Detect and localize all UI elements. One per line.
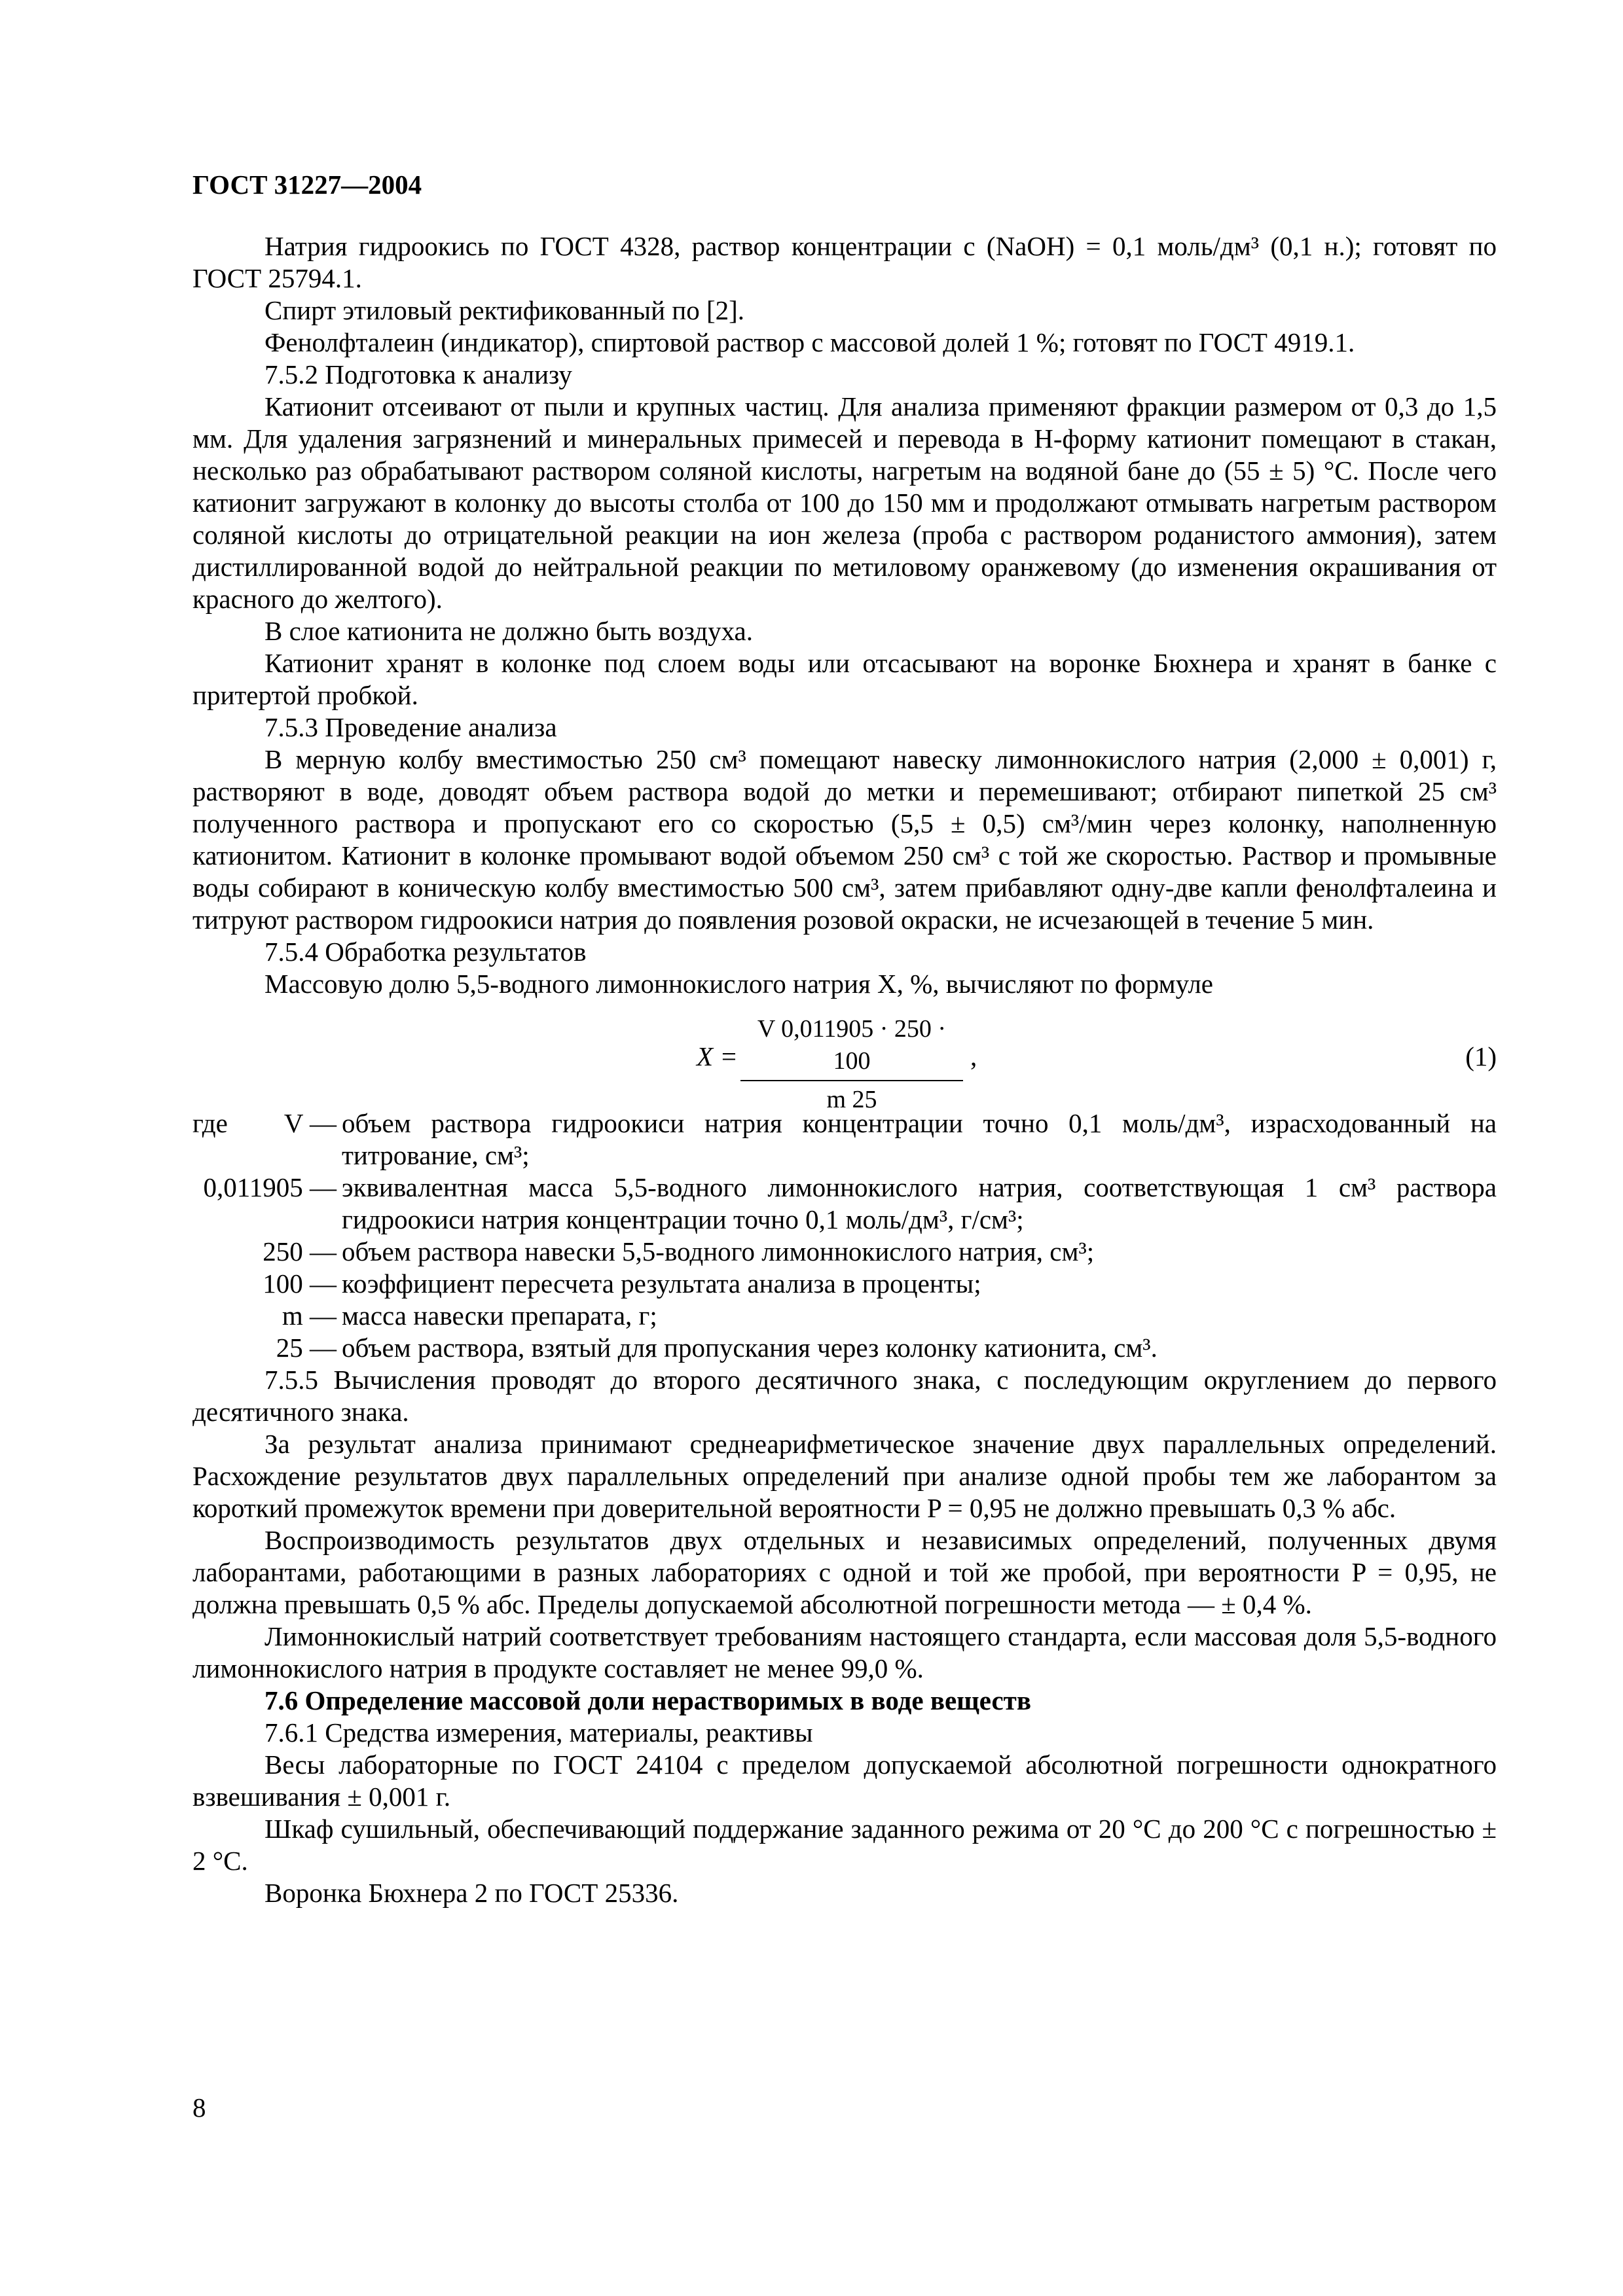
where-text: объем раствора, взятый для пропускания через колонку катионита, см³. bbox=[342, 1333, 1158, 1363]
formula-fraction bbox=[740, 1013, 963, 1116]
where-symbol: 25 — bbox=[276, 1333, 337, 1363]
paragraph-scales: Весы лабораторные по ГОСТ 24104 с пределом допускаемой абсолютной погрешности однократного взвешивания ± 0,001 г. bbox=[192, 1749, 1497, 1812]
document-header: ГОСТ 31227—2004 bbox=[192, 170, 422, 200]
paragraph-procedure: В мерную колбу вместимостью 250 см³ помещают навеску лимоннокислого натрия (2,000 ± 0,001) г, растворяют в воде, доводят объем раствора водой до метки и перемешивают; отбирают пипеткой 25 см³ полученного раствора и пропускают его со скоростью (5,5 ± 0,5) см³/мин через колонку, наполненную катионитом. Катионит в колонке промывают водой объемом 250 см³ с той же скоростью. Раствор и промывные воды собирают в коническую колбу вместимостью 500 см³, затем прибавляют одну-две капли фенолфталеина и титруют раствором гидроокиси натрия до появления розовой окраски, не исчезающей в течение 5 мин. bbox=[192, 744, 1497, 935]
paragraph-storage: Катионит хранят в колонке под слоем воды или отсасывают на воронке Бюхнера и хранят в банке с притертой пробкой. bbox=[192, 648, 1497, 710]
where-text: эквивалентная масса 5,5-водного лимоннокислого натрия, соответствующая 1 см³ раствора гидроокиси натрия концентрации точно 0,1 моль/дм³, г/см³; bbox=[342, 1172, 1497, 1234]
paragraph-buchner: Воронка Бюхнера 2 по ГОСТ 25336. bbox=[264, 1878, 679, 1908]
where-item bbox=[192, 1268, 1497, 1300]
section-heading-7-6-1: 7.6.1 Средства измерения, материалы, реактивы bbox=[264, 1717, 813, 1748]
formula-lhs: X = bbox=[697, 1041, 738, 1071]
paragraph-no-air: В слое катионита не должно быть воздуха. bbox=[264, 616, 754, 646]
paragraph-compliance: Лимоннокислый натрий соответствует требованиям настоящего стандарта, если массовая доля 5,5-водного лимоннокислого натрия в продукте составляет не менее 99,0 %. bbox=[192, 1621, 1497, 1683]
where-text: масса навески препарата, г; bbox=[342, 1300, 657, 1331]
formula-denominator: m 25 bbox=[826, 1086, 877, 1113]
paragraph-oven: Шкаф сушильный, обеспечивающий поддержание заданного режима от 20 °С до 200 °С с погрешностью ± 2 °С. bbox=[192, 1814, 1497, 1876]
where-symbol: V — bbox=[283, 1108, 337, 1138]
where-item bbox=[192, 1236, 1497, 1268]
document-body bbox=[192, 230, 1497, 1909]
where-text: коэффициент пересчета результата анализа в проценты; bbox=[342, 1268, 981, 1299]
where-text: объем раствора гидроокиси натрия концентрации точно 0,1 моль/дм³, израсходованный на титрование, см³; bbox=[342, 1108, 1497, 1170]
formula-number: (1) bbox=[1465, 1041, 1497, 1071]
paragraph-cationite-prep: Катионит отсеивают от пыли и крупных частиц. Для анализа применяют фракции размером от 0,3 до 1,5 мм. Для удаления загрязнений и минеральных примесей и перевода в H-форму катионит помещают в стакан, несколько раз обрабатывают раствором соляной кислоты, нагретым на водяной бане до (55 ± 5) °С. После чего катионит загружают в колонку до высоты столба от 100 до 150 мм и продолжают отмывать нагретым раствором соляной кислоты до отрицательной реакции на ион железа (проба с раствором роданистого аммония), затем дистиллированной водой до нейтральной реакции по метиловому оранжевому (до изменения окрашивания от красного до желтого). bbox=[192, 391, 1497, 614]
formula-comma: , bbox=[970, 1041, 977, 1071]
where-symbol: 100 — bbox=[263, 1268, 337, 1299]
where-label: где bbox=[192, 1108, 228, 1138]
page-number: 8 bbox=[192, 2092, 206, 2123]
where-symbol: m — bbox=[282, 1300, 337, 1331]
formula-block bbox=[192, 1013, 1497, 1113]
where-item bbox=[192, 1172, 1497, 1236]
section-heading-7-5-4: 7.5.4 Обработка результатов bbox=[264, 937, 587, 967]
section-heading-7-6: 7.6 Определение массовой доли нерастворимых в воде веществ bbox=[264, 1685, 1031, 1715]
paragraph-result: За результат анализа принимают среднеарифметическое значение двух параллельных определений. Расхождение результатов двух параллельных определений при анализе одной пробы тем же лаборантом за короткий промежуток времени при доверительной вероятности P = 0,95 не должно превышать 0,3 % абс. bbox=[192, 1429, 1497, 1523]
formula-numerator: V 0,011905 · 250 · 100 bbox=[757, 1015, 947, 1075]
where-symbol: 250 — bbox=[263, 1236, 337, 1266]
paragraph-ethanol: Спирт этиловый ректификованный по [2]. bbox=[264, 295, 745, 325]
paragraph-reproducibility: Воспроизводимость результатов двух отдельных и независимых определений, полученных двумя лаборантами, работающими в разных лабораториях с одной и той же пробой, при вероятности P = 0,95, не должна превышать 0,5 % абс. Пределы допускаемой абсолютной погрешности метода — ± 0,4 %. bbox=[192, 1525, 1497, 1619]
where-list bbox=[192, 1107, 1497, 1364]
paragraph-7-5-5: 7.5.5 Вычисления проводят до второго десятичного знака, с последующим округлением до первого десятичного знака. bbox=[192, 1365, 1497, 1427]
where-item bbox=[192, 1107, 1497, 1172]
where-item bbox=[192, 1300, 1497, 1332]
paragraph-phenolphthalein: Фенолфталеин (индикатор), спиртовой раствор с массовой долей 1 %; готовят по ГОСТ 4919.1. bbox=[264, 327, 1355, 357]
where-item bbox=[192, 1332, 1497, 1364]
paragraph-naoh: Натрия гидроокись по ГОСТ 4328, раствор концентрации c (NaOH) = 0,1 моль/дм³ (0,1 н.); готовят по ГОСТ 25794.1. bbox=[192, 231, 1497, 293]
paragraph-formula-intro: Массовую долю 5,5-водного лимоннокислого натрия X, %, вычисляют по формуле bbox=[264, 969, 1213, 999]
section-heading-7-5-3: 7.5.3 Проведение анализа bbox=[264, 712, 557, 742]
where-symbol: 0,011905 — bbox=[203, 1172, 337, 1202]
section-heading-7-5-2: 7.5.2 Подготовка к анализу bbox=[264, 359, 572, 389]
where-text: объем раствора навески 5,5-водного лимоннокислого натрия, см³; bbox=[342, 1236, 1095, 1266]
